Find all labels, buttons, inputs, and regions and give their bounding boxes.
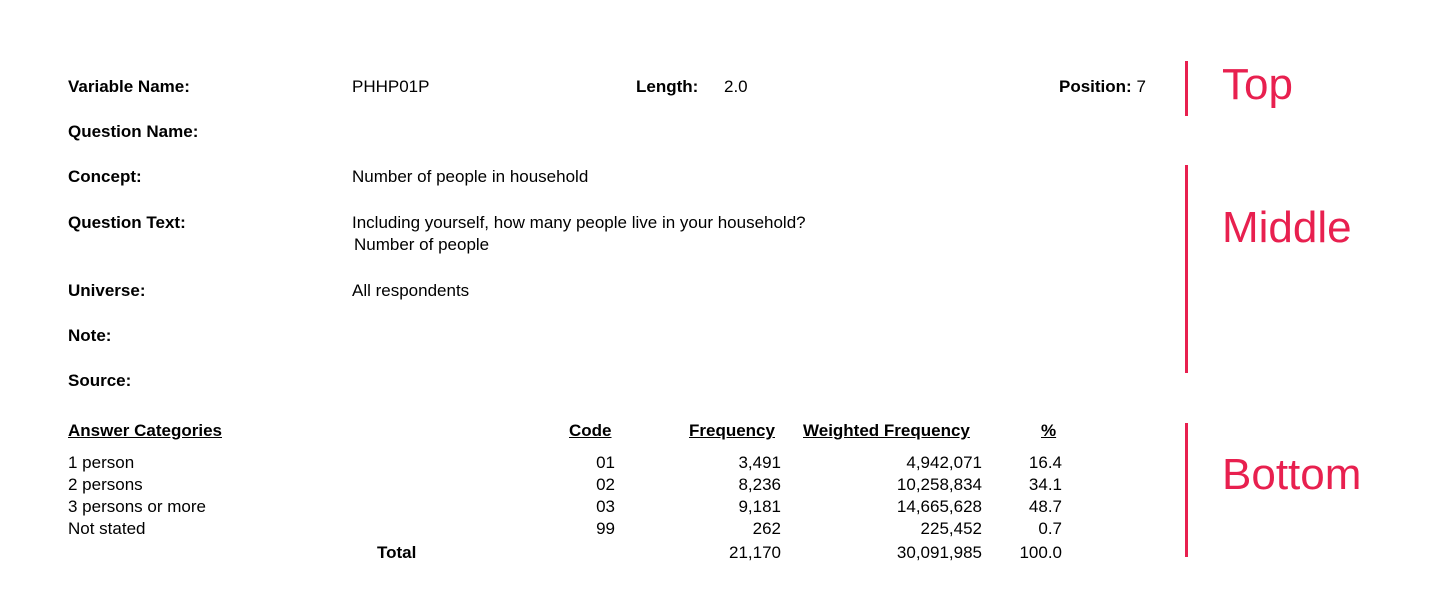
header-answer-categories: Answer Categories xyxy=(68,421,222,440)
row-category: 2 persons xyxy=(68,475,143,494)
row-percent: 0.7 xyxy=(1038,519,1062,538)
header-code: Code xyxy=(569,421,612,440)
length-value: 2.0 xyxy=(724,77,748,96)
row-weighted: 4,942,071 xyxy=(906,453,982,472)
total-frequency: 21,170 xyxy=(729,543,781,562)
table-row xyxy=(0,518,1450,540)
variable-name-value: PHHP01P xyxy=(352,77,430,96)
row-code: 03 xyxy=(596,497,615,516)
question-name-label: Question Name: xyxy=(68,122,199,141)
row-frequency: 8,236 xyxy=(738,475,781,494)
row-frequency: 9,181 xyxy=(738,497,781,516)
header-weighted-frequency: Weighted Frequency xyxy=(803,421,970,440)
row-category: 3 persons or more xyxy=(68,497,206,516)
variable-name-label: Variable Name: xyxy=(68,77,190,96)
bottom-section-bar xyxy=(1185,423,1188,557)
row-code: 01 xyxy=(596,453,615,472)
row-code: 99 xyxy=(596,519,615,538)
note-label: Note: xyxy=(68,326,112,345)
row-weighted: 10,258,834 xyxy=(896,475,982,494)
bottom-section-label: Bottom xyxy=(1222,450,1362,499)
universe-value: All respondents xyxy=(352,281,470,300)
length-label: Length: xyxy=(636,77,699,96)
question-text-line1: Including yourself, how many people live in your household? xyxy=(352,213,806,232)
middle-section-label: Middle xyxy=(1222,203,1352,252)
concept-value: Number of people in household xyxy=(352,167,589,186)
row-percent: 34.1 xyxy=(1028,475,1062,494)
header-frequency: Frequency xyxy=(689,421,775,440)
position-value: 7 xyxy=(1136,77,1146,96)
row-code: 02 xyxy=(596,475,615,494)
row-category: Not stated xyxy=(68,519,146,538)
row-weighted: 14,665,628 xyxy=(896,497,982,516)
row-percent: 48.7 xyxy=(1028,497,1062,516)
top-section-label: Top xyxy=(1222,60,1293,109)
source-label: Source: xyxy=(68,371,132,390)
total-weighted: 30,091,985 xyxy=(896,543,982,562)
row-percent: 16.4 xyxy=(1028,453,1062,472)
middle-section-bar xyxy=(1185,165,1188,373)
header-percent: % xyxy=(1041,421,1057,440)
concept-label: Concept: xyxy=(68,167,142,186)
top-section-bar xyxy=(1185,61,1188,116)
question-text-line2: Number of people xyxy=(354,235,490,254)
position-label: Position: xyxy=(1059,77,1132,96)
row-weighted: 225,452 xyxy=(920,519,982,538)
row-frequency: 3,491 xyxy=(738,453,781,472)
question-text-label: Question Text: xyxy=(68,213,186,232)
total-label: Total xyxy=(377,543,417,562)
position-field xyxy=(1059,77,1146,97)
row-frequency: 262 xyxy=(752,519,781,538)
universe-label: Universe: xyxy=(68,281,146,300)
table-total-row xyxy=(0,542,1450,564)
row-category: 1 person xyxy=(68,453,135,472)
total-percent: 100.0 xyxy=(1019,543,1062,562)
